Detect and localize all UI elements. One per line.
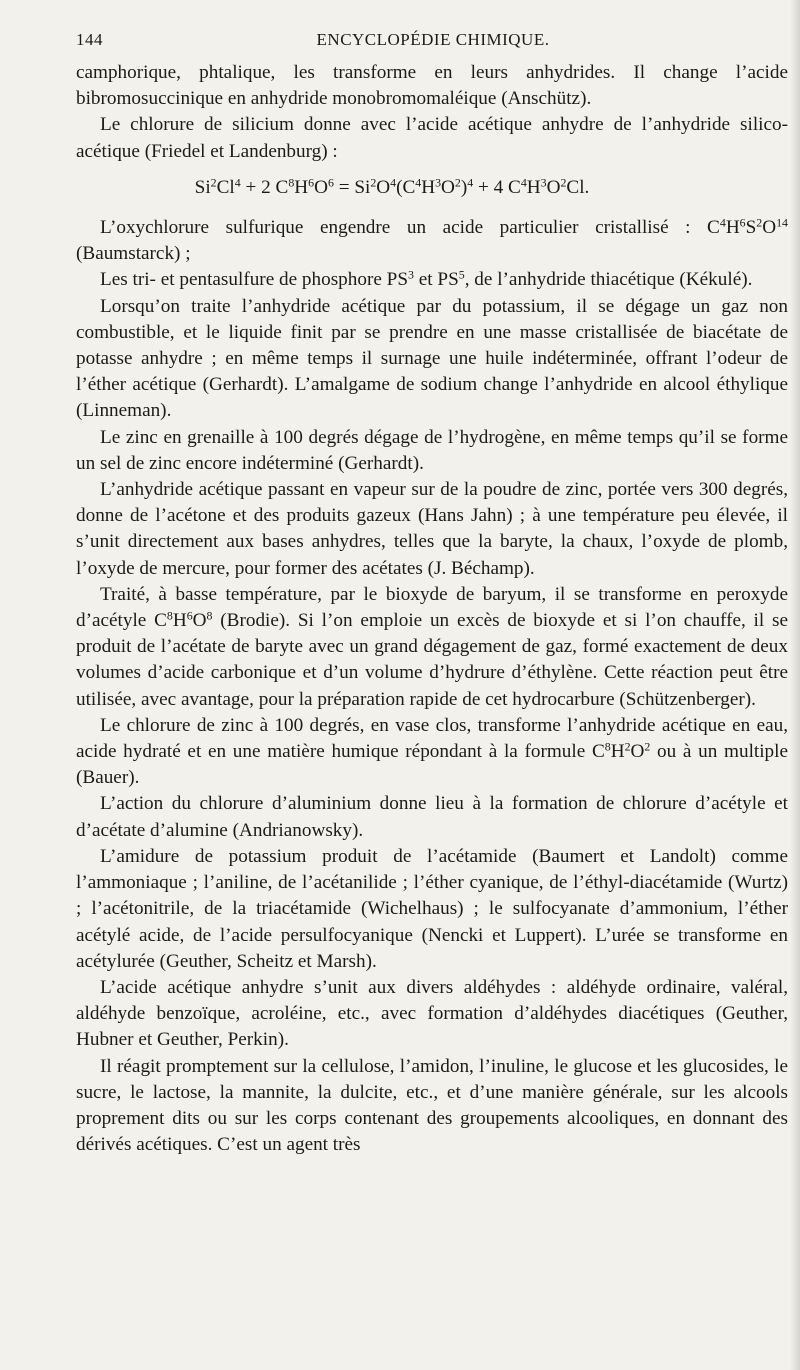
paragraph: Les tri- et pentasulfure de phosphore $PS^3$ et $PS^5$, de l’anhydride thiacétique (Kékulé). [100, 267, 753, 291]
body-text [76, 60, 788, 1158]
page-edge-shadow [790, 0, 800, 1370]
paragraph: Il réagit promptement sur la cellulose, l’amidon, l’inuline, le glucose et les glucosides, le sucre, le lactose, la mannite, la dulcite, etc., et d’une manière générale, sur les alcools proprement dits ou sur les corps contenant des groupements alcooliques, en donnant des dérivés acétiques. C’est un agent très [76, 1055, 788, 1156]
page-number: 144 [76, 30, 103, 49]
page-header [76, 30, 760, 60]
running-head: ENCYCLOPÉDIE CHIMIQUE. [316, 30, 550, 49]
paragraph: L’oxychlorure sulfurique engendre un acide particulier cristallisé : $C^4H^6S^2O^{14}$ (Baumstarck) ; [76, 215, 788, 265]
paragraph: Le chlorure de zinc à 100 degrés, en vase clos, transforme l’anhydride acétique en eau, acide hydraté et en une matière humique répondant à la formule $C^8H^2O^2$ ou à un multiple (Bauer). [76, 714, 789, 789]
chemical-equation: $Si^2Cl^4 + 2$ $C^8H^6O^6 = Si^2O^4(C^4H^3O^2)^4 + 4$ $C^4H^3O^2Cl$. [194, 175, 590, 198]
paragraph: camphorique, phtalique, les transforme en leurs anhydrides. Il change l’acide bibromosuccinique en anhydride monobromomaléique (Anschütz). [76, 62, 788, 110]
paragraph: L’action du chlorure d’aluminium donne lieu à la formation de chlorure d’acétyle et d’acétate d’alumine (Andrianowsky). [76, 793, 788, 841]
paragraph: L’acide acétique anhydre s’unit aux divers aldéhydes : aldéhyde ordinaire, valéral, aldéhyde benzoïque, acroléine, etc., avec formation d’aldéhydes diacétiques (Geuther, Hubner et Geuther, Perkin). [76, 976, 788, 1051]
paragraph: L’anhydride acétique passant en vapeur sur de la poudre de zinc, portée vers 300 degrés, donne de l’acétone et des produits gazeux (Hans Jahn) ; à une température peu élevée, il s’unit directement aux bases anhydres, telles que la baryte, la chaux, l’oxyde de plomb, l’oxyde de mercure, pour former des acétates (J. Béchamp). [76, 479, 788, 579]
paragraph: Traité, à basse température, par le bioxyde de baryum, il se transforme en peroxyde d’acétyle $C^8H^6O^8$ (Brodie). Si l’on emploie un excès de bioxyde et si l’on chauffe, il se produit de l’acétate de baryte avec un grand dégagement de gaz, formé exactement de deux volumes d’acide carbonique et d’un volume d’hydrure d’éthylène. Cette réaction peut être utilisée, avec avantage, pour la préparation rapide de cet hydrocarbure (Schützenberger). [76, 583, 788, 710]
paragraph: Le chlorure de silicium donne avec l’acide acétique anhydre de l’anhydride silico-acétique (Friedel et Landenburg) : [76, 114, 788, 162]
paragraph: Le zinc en grenaille à 100 degrés dégage de l’hydrogène, en même temps qu’il se forme un sel de zinc encore indéterminé (Gerhardt). [76, 426, 788, 474]
paragraph: L’amidure de potassium produit de l’acétamide (Baumert et Landolt) comme l’ammoniaque ; l’aniline, de l’acétanilide ; l’éther cyanique, de l’éthyl-diacétamide (Wurtz) ; l’acétonitrile, de la triacétamide (Wichelhaus) ; le sulfocyanate d’ammonium, l’éther acétylé acide, de l’acide persulfocyanique (Nencki et Luppert). L’urée se transforme en acétylurée (Geuther, Scheitz et Marsh). [76, 845, 788, 972]
paragraph: Lorsqu’on traite l’anhydride acétique par du potassium, il se dégage un gaz non combustible, et le liquide finit par se prendre en une masse cristallisée de biacétate de potasse anhydre ; en même temps il surnage une huile indéterminée, offrant l’odeur de l’éther acétique (Gerhardt). L’amalgame de sodium change l’anhydride en alcool éthylique (Linneman). [76, 295, 788, 422]
